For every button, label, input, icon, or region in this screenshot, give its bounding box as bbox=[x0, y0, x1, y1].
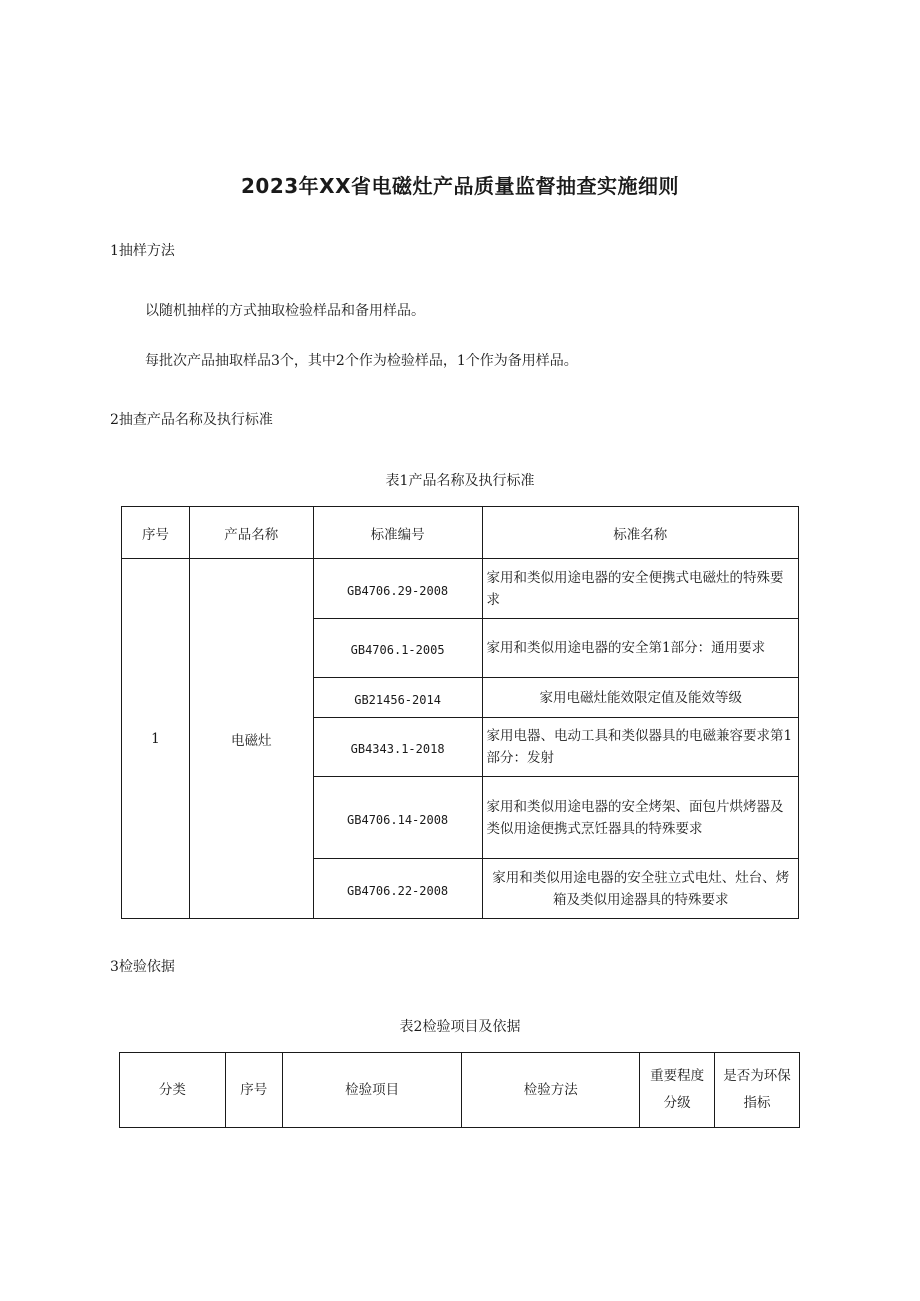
col-header-importance: 重要程度分级 bbox=[640, 1053, 715, 1128]
std-name-cell: 家用和类似用途电器的安全烤架、面包片烘烤器及类似用途便携式烹饪器具的特殊要求 bbox=[482, 777, 799, 859]
table-header-row bbox=[122, 507, 799, 559]
col-header-seq: 序号 bbox=[225, 1053, 282, 1128]
std-code-cell: GB4706.29-2008 bbox=[313, 559, 482, 619]
seq-cell: 1 bbox=[122, 559, 190, 919]
standards-table bbox=[121, 506, 799, 919]
std-code-cell: GB21456-2014 bbox=[313, 678, 482, 718]
col-header-seq: 序号 bbox=[122, 507, 190, 559]
section3-heading: 3检验依据 bbox=[110, 959, 175, 975]
table1-caption: 表1产品名称及执行标准 bbox=[385, 473, 535, 489]
page-title: 2023年XX省电磁灶产品质量监督抽查实施细则 bbox=[240, 174, 679, 198]
table2-caption: 表2检验项目及依据 bbox=[399, 1019, 521, 1035]
col-header-std-code: 标准编号 bbox=[313, 507, 482, 559]
std-code-cell: GB4706.14-2008 bbox=[313, 777, 482, 859]
std-code-cell: GB4706.22-2008 bbox=[313, 859, 482, 919]
col-header-eco-indicator: 是否为环保指标 bbox=[715, 1053, 800, 1128]
std-code-cell: GB4706.1-2005 bbox=[313, 619, 482, 678]
section1-paragraph-1: 以随机抽样的方式抽取检验样品和备用样品。 bbox=[145, 303, 425, 319]
std-code-cell: GB4343.1-2018 bbox=[313, 718, 482, 777]
section1-heading: 1抽样方法 bbox=[110, 243, 175, 259]
std-name-cell: 家用电器、电动工具和类似器具的电磁兼容要求第1部分：发射 bbox=[482, 718, 799, 777]
section1-paragraph-2: 每批次产品抽取样品3个，其中2个作为检验样品，1个作为备用样品。 bbox=[145, 353, 578, 369]
col-header-product: 产品名称 bbox=[189, 507, 313, 559]
std-name-cell: 家用和类似用途电器的安全第1部分：通用要求 bbox=[482, 619, 799, 678]
table-row bbox=[122, 559, 799, 619]
std-name-cell: 家用和类似用途电器的安全便携式电磁灶的特殊要求 bbox=[482, 559, 799, 619]
std-name-cell: 家用电磁灶能效限定值及能效等级 bbox=[482, 678, 799, 718]
std-name-cell: 家用和类似用途电器的安全驻立式电灶、灶台、烤箱及类似用途器具的特殊要求 bbox=[482, 859, 799, 919]
col-header-method: 检验方法 bbox=[462, 1053, 640, 1128]
product-name-cell: 电磁灶 bbox=[189, 559, 313, 919]
inspection-table bbox=[119, 1052, 800, 1128]
table-header-row bbox=[120, 1053, 800, 1128]
section2-heading: 2抽查产品名称及执行标准 bbox=[110, 412, 273, 428]
col-header-std-name: 标准名称 bbox=[482, 507, 799, 559]
col-header-category: 分类 bbox=[120, 1053, 226, 1128]
col-header-item: 检验项目 bbox=[282, 1053, 462, 1128]
